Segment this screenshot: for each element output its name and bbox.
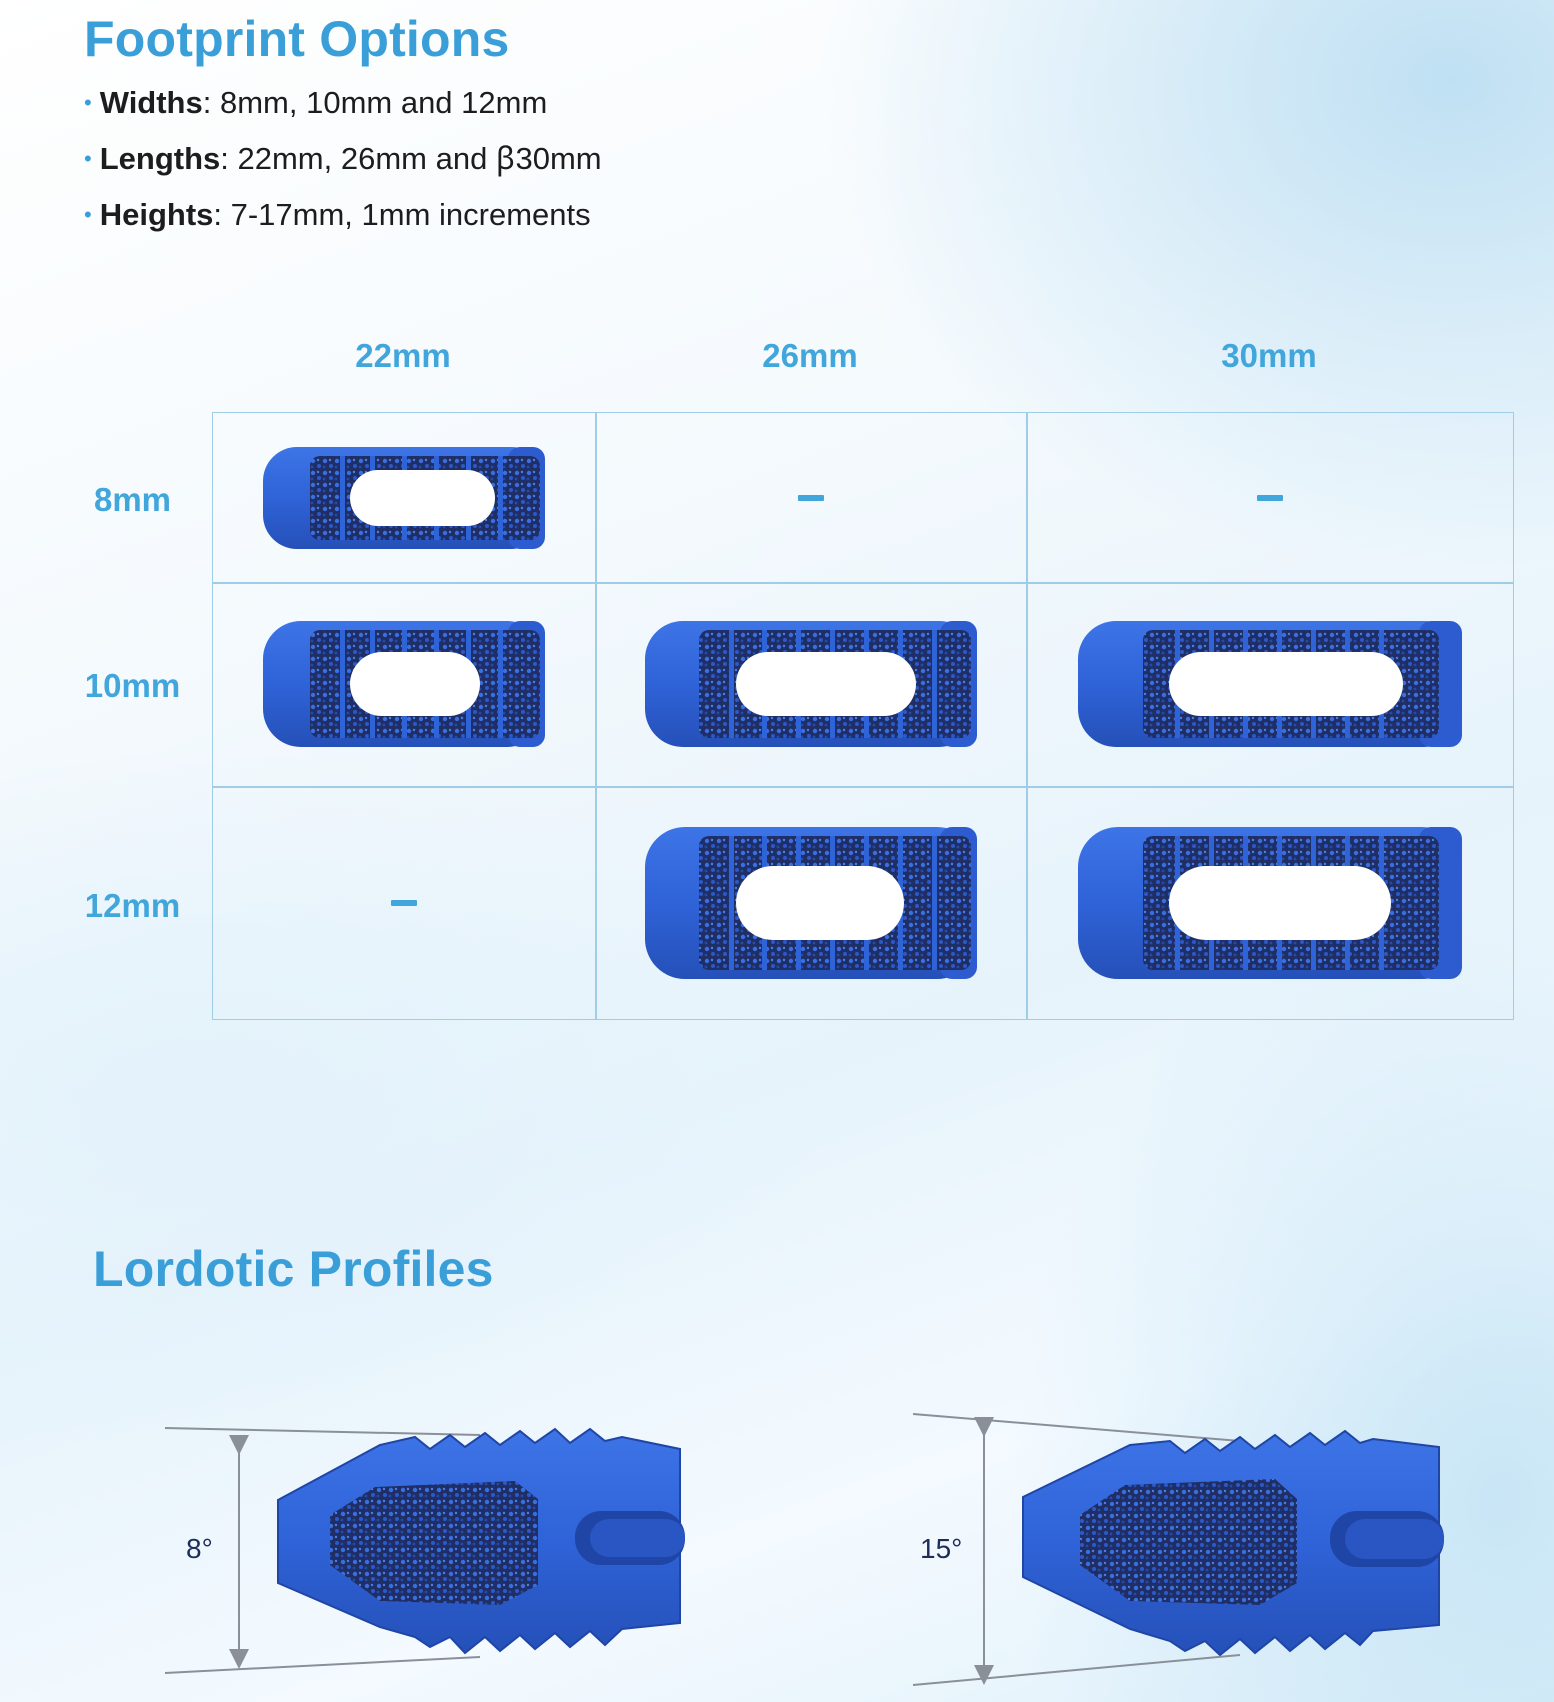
lordotic-profile-15-image — [905, 1405, 1445, 1695]
implant-footprint-image — [1077, 826, 1463, 980]
bullet-dot-icon: • — [84, 90, 92, 115]
unavailable-dash — [391, 900, 417, 906]
cell-10mm-30mm — [1026, 582, 1513, 786]
bullet-text: : 22mm, 26mm and ꞵ30mm — [220, 141, 602, 176]
cell-12mm-30mm — [1026, 786, 1513, 1019]
lordotic-angle-label: 15° — [920, 1533, 963, 1564]
bullet-widths — [84, 82, 602, 138]
unavailable-dash — [1257, 495, 1283, 501]
bullet-dot-icon: • — [84, 202, 92, 227]
implant-footprint-image — [262, 620, 546, 748]
column-header-26mm: 26mm — [762, 337, 858, 374]
cell-8mm-30mm — [1026, 413, 1513, 582]
bullet-text: : 7-17mm, 1mm increments — [213, 197, 591, 232]
implant-footprint-image — [1077, 620, 1463, 748]
bullet-text: : 8mm, 10mm and 12mm — [202, 85, 548, 120]
column-header-22mm: 22mm — [355, 337, 451, 374]
bullet-dot-icon: • — [84, 146, 92, 171]
bullet-term: Heights — [99, 197, 214, 232]
footprint-bullet-list — [84, 82, 602, 250]
row-header-10mm: 10mm — [84, 667, 181, 704]
footprint-grid — [212, 412, 1514, 1020]
cell-10mm-22mm — [213, 582, 595, 786]
unavailable-dash — [798, 495, 824, 501]
implant-footprint-image — [262, 446, 546, 550]
cell-12mm-26mm — [595, 786, 1026, 1019]
column-header-30mm: 30mm — [1221, 337, 1317, 374]
bullet-term: Lengths — [99, 141, 221, 176]
cell-8mm-26mm — [595, 413, 1026, 582]
cell-8mm-22mm — [213, 413, 595, 582]
cell-12mm-22mm — [213, 786, 595, 1019]
lordotic-profile-8-image — [160, 1415, 700, 1685]
bullet-heights — [84, 194, 602, 250]
implant-footprint-image — [644, 826, 978, 980]
lordotic-angle-label: 8° — [186, 1533, 213, 1564]
bullet-lengths — [84, 138, 602, 194]
row-header-8mm: 8mm — [93, 481, 172, 518]
row-header-12mm: 12mm — [84, 887, 181, 924]
footprint-options-title: Footprint Options — [84, 11, 510, 67]
lordotic-profiles-title: Lordotic Profiles — [93, 1241, 494, 1297]
implant-footprint-image — [644, 620, 978, 748]
bullet-term: Widths — [99, 85, 203, 120]
cell-10mm-26mm — [595, 582, 1026, 786]
